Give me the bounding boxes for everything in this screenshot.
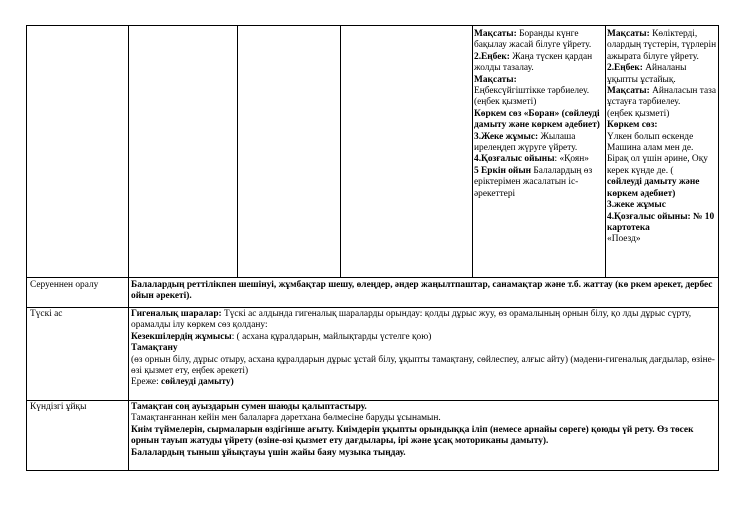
text-paragraph xyxy=(131,280,717,303)
col-divider xyxy=(26,25,27,471)
col-divider xyxy=(128,25,129,471)
bold-text: Кезекшілердің жұмысы xyxy=(131,331,232,342)
bold-text: Мақсаты: xyxy=(474,29,517,39)
col-divider xyxy=(472,25,473,278)
plain-text: Балалардың өз еріктерімен жасалатын іс-әрекеттері xyxy=(474,165,593,199)
bold-text: 4.Қозғалыс ойыны xyxy=(474,154,555,165)
row-content xyxy=(131,402,717,459)
text-paragraph xyxy=(131,402,717,413)
bold-text: Гигеналық шаралар: xyxy=(131,309,222,319)
bold-text: 2.Еңбек: xyxy=(474,51,510,62)
plain-text: : ( асхана құралдарын, майлықтарды үстелге қою) xyxy=(231,331,432,342)
col-divider xyxy=(237,25,238,278)
row-divider xyxy=(26,25,719,26)
text-paragraph xyxy=(131,413,717,424)
bold-text: Көркем сөз: xyxy=(607,120,658,131)
bold-text: Балалардың тыныш ұйықтауы үшін жайы баяу музыка тыңдау. xyxy=(131,447,406,458)
row-divider xyxy=(26,277,719,278)
row-content xyxy=(131,280,717,303)
row-divider xyxy=(26,470,719,471)
plain-text: Боранды күнге бақылау жасай білуге үйрету. xyxy=(474,29,592,51)
col-divider xyxy=(718,25,719,471)
text-paragraph xyxy=(607,132,717,178)
bold-text: 4.Қозғалыс ойыны: № 10 картотека xyxy=(607,211,715,233)
bold-text: сөйлеуді дамыту және көркем әдебиет) xyxy=(607,177,700,199)
plain-text: «Поезд» xyxy=(607,234,641,245)
row-label: Серуеннен оралу xyxy=(30,280,99,290)
text-paragraph xyxy=(474,132,604,155)
bold-text: Балалардың реттілікпен шешінуі, жұмбақтар шешу, өлеңдер, әндер жаңылтпаштар, санамақтар және т.б. жаттау (кө ркем әрекет, дербес ойын әрекеті). xyxy=(131,280,713,302)
plain-text: (өз орнын білу, дұрыс отыру, асхана құралдарын дұрыс ұстай білу, ұқыпты тамақтану, сөйлеспеу, алғыс айту) (мәдени-гигеналық дағдылар, өзіне-өзі қызмет ету, еңбек әрекеті) xyxy=(131,354,715,377)
text-paragraph xyxy=(607,109,717,120)
text-paragraph xyxy=(474,166,604,200)
plain-text: : «Қоян» xyxy=(554,154,589,165)
plain-text: Жылаша ирелеңдеп жүруге үйрету. xyxy=(474,131,578,154)
bold-text: сөйлеуді дамыту) xyxy=(161,377,234,388)
text-paragraph xyxy=(474,154,604,165)
row-divider xyxy=(26,400,719,401)
text-paragraph xyxy=(607,200,717,211)
bold-text: Тамақтану xyxy=(131,343,178,354)
bold-text: Мақсаты: xyxy=(474,74,517,85)
text-paragraph xyxy=(607,177,717,200)
plain-text: (еңбек қызметі) xyxy=(607,108,670,119)
bold-text: Тамақтан соң ауыздарын сумен шаюды қалыптастыру. xyxy=(131,402,367,412)
text-paragraph xyxy=(474,52,604,75)
text-paragraph xyxy=(131,309,717,332)
bold-text: 3.Жеке жұмыс: xyxy=(474,131,539,142)
text-paragraph xyxy=(474,75,604,86)
bold-text: Мақсаты: xyxy=(607,29,650,39)
text-paragraph xyxy=(131,355,717,378)
bold-text: Көркем сөз «Боран» (сөйлеуді дамыту және көркем әдебиет) xyxy=(474,108,600,131)
col-divider xyxy=(605,25,606,278)
plain-text: (еңбек қызметі) xyxy=(474,97,537,108)
row-divider xyxy=(26,307,719,308)
plain-text: Айналаны ұқыпты ұстайық. xyxy=(607,63,687,85)
bold-text: Мақсаты: xyxy=(607,86,650,97)
text-paragraph xyxy=(131,448,717,459)
row-content xyxy=(131,309,717,389)
text-paragraph xyxy=(607,29,717,63)
row-label: Күндізгі ұйқы xyxy=(30,402,87,412)
text-paragraph xyxy=(607,120,717,131)
plain-text: Тамақтанғаннан кейін мен балаларға дәретхана бөлмесіне баруды ұсынамын. xyxy=(131,413,441,424)
plain-text: Еңбексүйгіштікке тәрбиелеу. xyxy=(474,86,590,97)
text-paragraph xyxy=(131,377,717,388)
row-label: Түскі ас xyxy=(30,309,63,319)
activity-cell-col5 xyxy=(474,29,604,200)
plain-text: Үлкен болып өскенде Машина алам мен де. Бірақ ол үшін әрине, Оқу керек күнде де. ( xyxy=(607,131,708,176)
bold-text: 5 Еркін ойын xyxy=(474,165,532,176)
plain-text: Түскі ас алдында гигеналық шараларды орындау: қолды дұрыс жуу, өз орамалының орнын білу, қо лды дұрыс сүрту, орамалды ілу көркем сөз қолдану: xyxy=(131,309,692,331)
activity-cell-col6 xyxy=(607,29,717,246)
text-paragraph xyxy=(607,63,717,86)
text-paragraph xyxy=(131,332,717,343)
text-paragraph xyxy=(474,97,604,108)
plain-text: Ереже: xyxy=(131,377,162,388)
text-paragraph xyxy=(607,86,717,109)
text-paragraph xyxy=(474,86,604,97)
text-paragraph xyxy=(131,425,717,448)
text-paragraph xyxy=(474,29,604,52)
bold-text: Киім түймелерін, сырмаларын өздігінше ағыту. Киімдерін ұқыпты орындыққа іліп (немесе арнайы сөреге) қоюды үй рету. Өз төсек орнын тауып жатуды үйрету (өзіне-өзі қызмет ету дағдылары, ірі және ұсақ моториканы дамыту). xyxy=(131,424,694,447)
col-divider xyxy=(340,25,341,278)
plain-text: Айналасын таза ұстауға тәрбиелеу. xyxy=(607,86,717,108)
text-paragraph xyxy=(474,109,604,132)
bold-text: 2.Еңбек: xyxy=(607,63,643,74)
text-paragraph xyxy=(131,343,717,354)
plain-text: Жаңа түскен қардан жолды тазалау. xyxy=(474,51,593,74)
text-paragraph xyxy=(607,212,717,235)
text-paragraph xyxy=(607,234,717,245)
bold-text: 3.жеке жұмыс xyxy=(607,200,666,211)
plain-text: Көліктерді, олардың түстерін, түрлерін ажырата білуге үйрету. xyxy=(607,29,717,62)
